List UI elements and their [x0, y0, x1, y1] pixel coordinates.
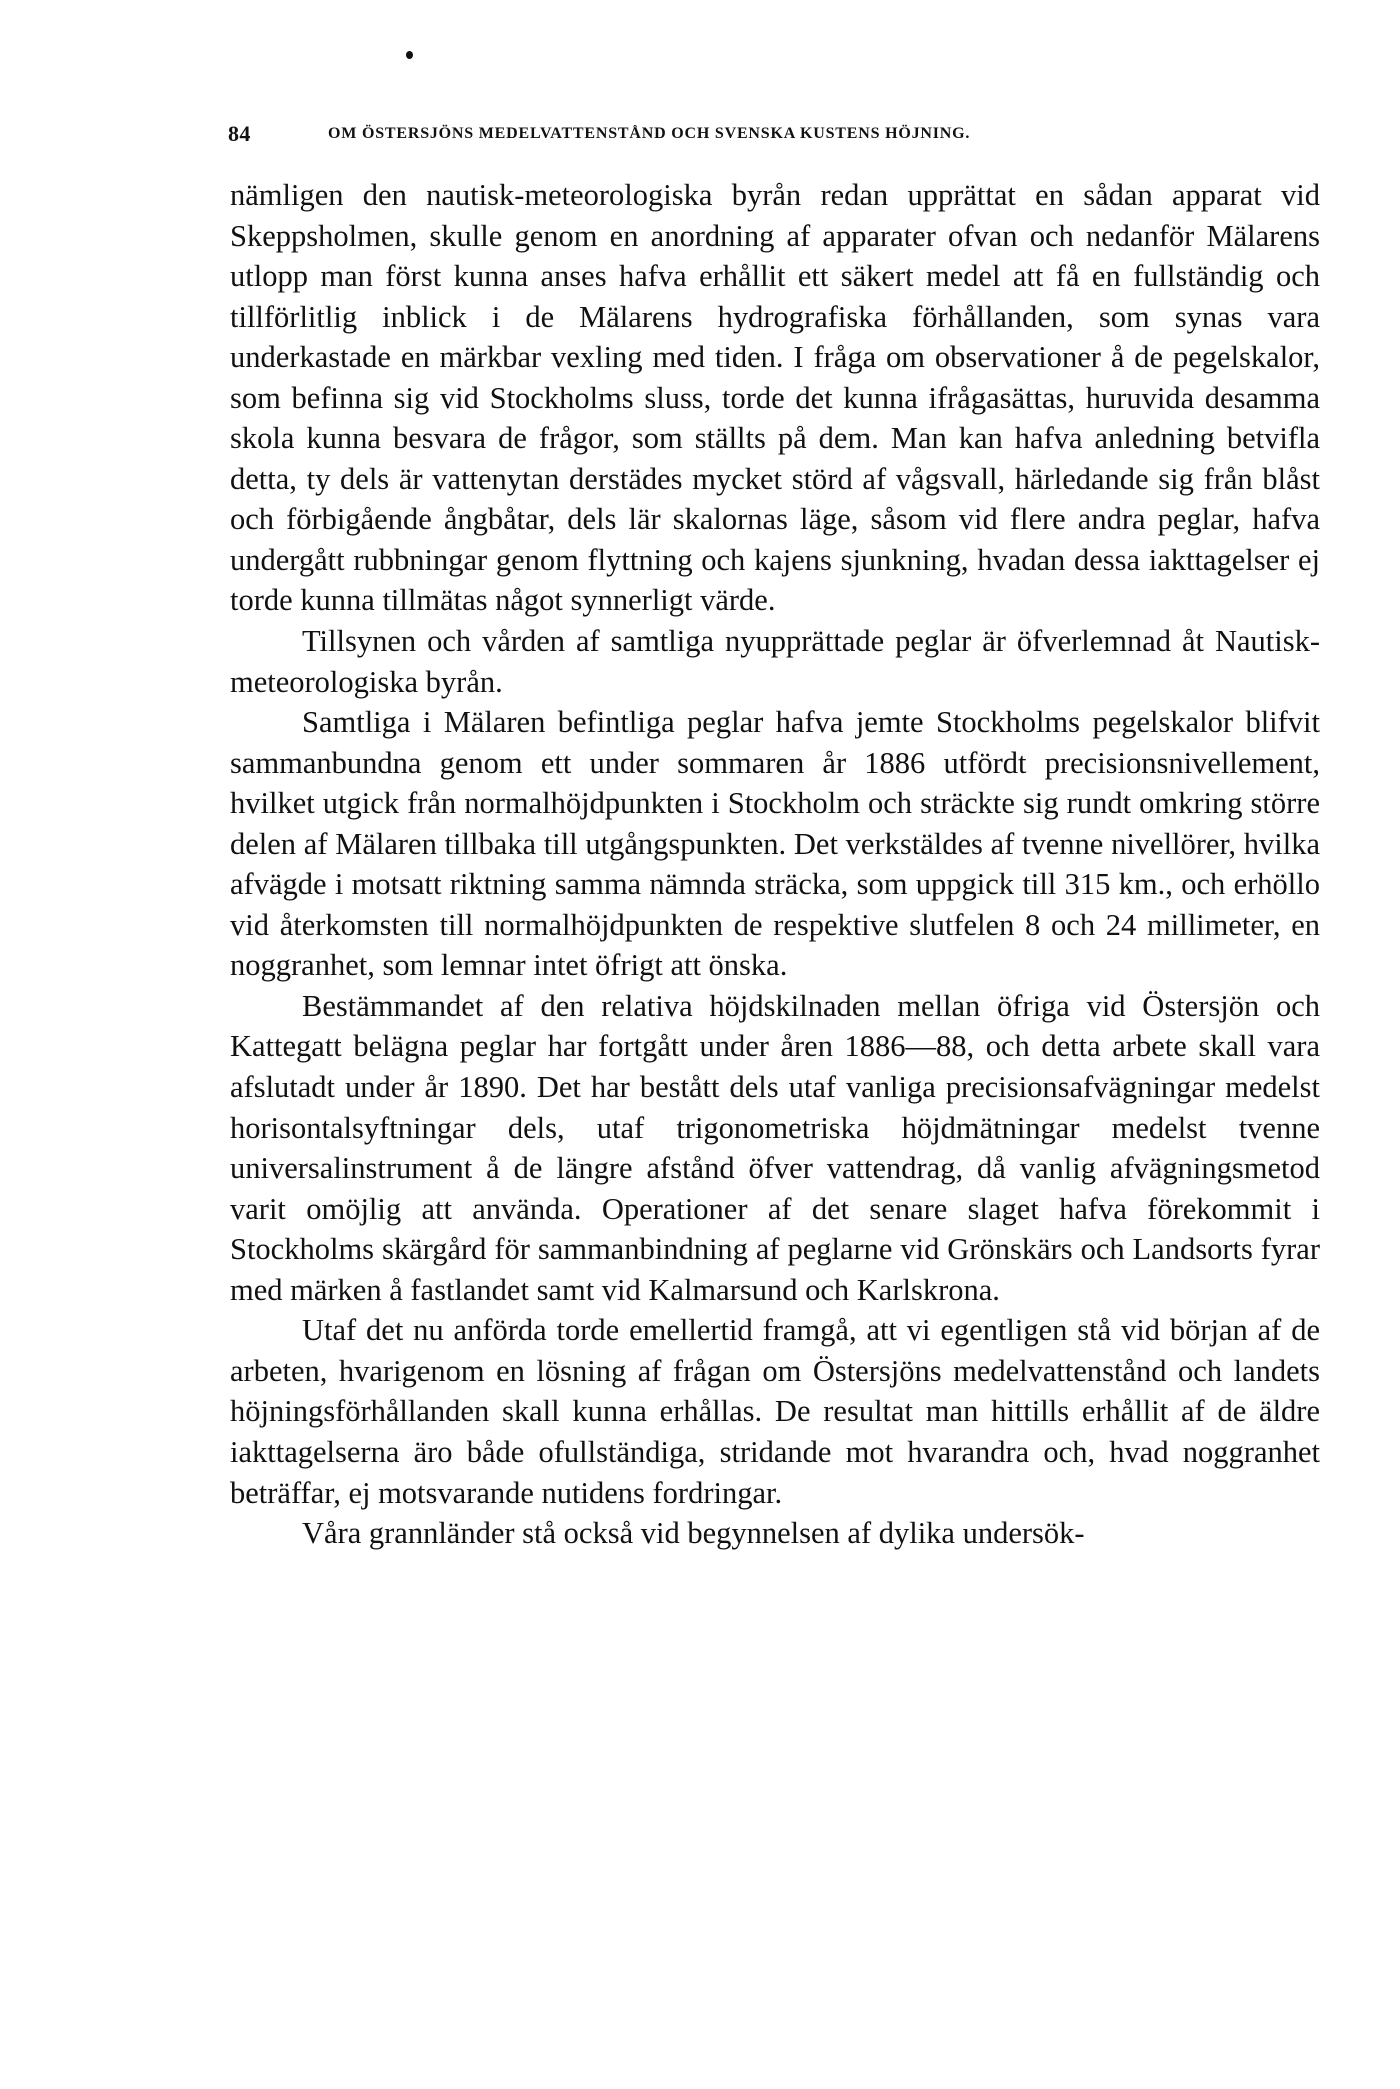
paragraph-4: Bestämmandet af den relativa höjdskilnaden mellan öfriga vid Östersjön och Kattegatt belägna peglar har fortgått under åren 1886—88, och detta arbete skall vara afslutadt under år 1890. Det har bestått dels utaf vanliga precisionsafvägningar medelst horisontalsyftningar dels, utaf trigonometriska höjdmätningar medelst tvenne universalinstrument å de längre afstånd öfver vattendrag, då vanlig afvägningsmetod varit omöjlig att använda. Operationer af det senare slaget hafva förekommit i Stockholms skärgård för sammanbindning af peglarne vid Grönskärs och Landsorts fyrar med märken å fastlandet samt vid Kalmarsund och Karlskrona.: [230, 988, 1320, 1307]
page-header: [228, 121, 1248, 149]
paragraph-3: Samtliga i Mälaren befintliga peglar hafva jemte Stockholms pegelskalor blifvit sammanbundna genom ett under sommaren år 1886 utfördt precisionsnivellement, hvilket utgick från normalhöjdpunkten i Stockholm och sträckte sig rundt omkring större delen af Mälaren tillbaka till utgångspunkten. Det verkstäldes af tvenne nivellörer, hvilka afvägde i motsatt riktning samma nämnda sträcka, som uppgick till 315 km., och erhöllo vid återkomsten till normalhöjdpunkten de respektive slutfelen 8 och 24 millimeter, en noggranhet, som lemnar intet öfrigt att önska.: [230, 705, 1320, 983]
paragraph-2: Tillsynen och vården af samtliga nyupprättade peglar är öfverlemnad åt Nautisk-meteorologiska byrån.: [230, 624, 1320, 699]
page-number: 84: [228, 121, 251, 146]
body-text: [230, 175, 1320, 1554]
running-head: OM ÖSTERSJÖNS MEDELVATTENSTÅND OCH SVENSKA KUSTENS HÖJNING.: [328, 125, 971, 142]
paragraph-1: nämligen den nautisk-meteorologiska byrån redan upprättat en sådan apparat vid Skeppsholmen, skulle genom en anordning af apparater ofvan och nedanför Mälarens utlopp man först kunna anses hafva erhållit ett säkert medel att få en fullständig och tillförlitlig inblick i de Mälarens hydrografiska förhållanden, som synas vara underkastade en märkbar vexling med tiden. I fråga om observationer å de pegelskalor, som befinna sig vid Stockholms sluss, torde det kunna ifrågasättas, huruvida desamma skola kunna besvara de frågor, som ställts på dem. Man kan hafva anledning betvifla detta, ty dels är vattenytan derstädes mycket störd af vågsvall, härledande sig från blåst och förbigående ångbåtar, dels lär skalornas läge, såsom vid flere andra peglar, hafva undergått rubbningar genom flyttning och kajens sjunkning, hvadan dessa iakttagelser ej torde kunna tillmätas något synnerligt värde.: [230, 178, 1320, 618]
print-speck: [406, 51, 413, 59]
paragraph-6: Våra grannländer stå också vid begynnelsen af dylika undersök-: [302, 1516, 1085, 1551]
paragraph-5: Utaf det nu anförda torde emellertid framgå, att vi egentligen stå vid början af de arbeten, hvarigenom en lösning af frågan om Östersjöns medelvattenstånd och landets höjningsförhållanden skall kunna erhållas. De resultat man hittills erhållit af de äldre iakttagelserna äro både ofullständiga, stridande mot hvarandra och, hvad noggranhet beträffar, ej motsvarande nutidens fordringar.: [230, 1313, 1320, 1510]
